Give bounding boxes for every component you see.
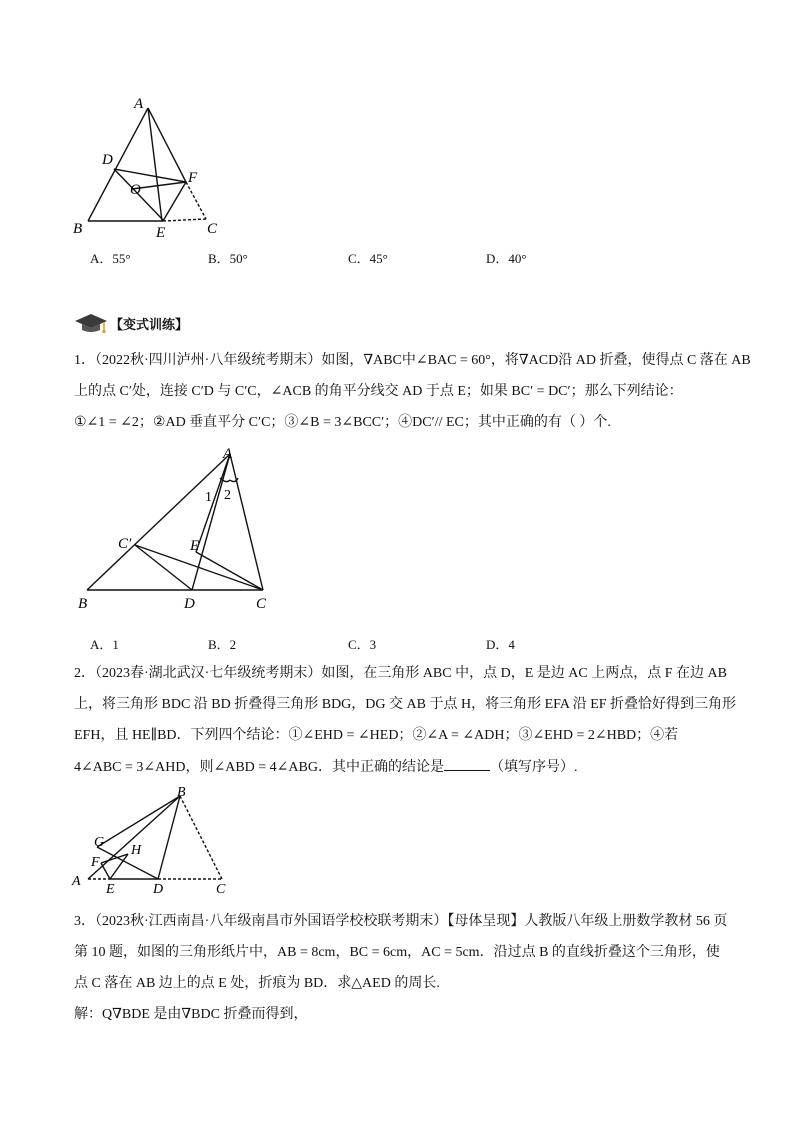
fig3-label-g: G xyxy=(94,835,105,850)
fig1-label-a: A xyxy=(134,96,144,112)
fig3-label-d: D xyxy=(153,882,164,896)
q2-line-1: 2．（2023春·湖北武汉·七年级统考期末）如图，在三角形 ABC 中，点 D，E 是边 AC 上两点，点 F 在边 AB xyxy=(74,666,727,681)
q3-line-3: 点 C 落在 AB 边上的点 E 处，折痕为 BD．求△AED 的周长. xyxy=(74,976,440,991)
fig2-label-b: B xyxy=(78,596,88,612)
fold-bg xyxy=(97,796,180,847)
q0-option-b: B．50° xyxy=(208,251,248,266)
q2-line-4-text: 4∠ABC = 3∠AHD，则∠ABD = 4∠ABG．其中正确的结论是 xyxy=(74,760,444,775)
figure-2 xyxy=(70,440,280,615)
q3-line-1: 3．（2023秋·江西南昌·八年级南昌市外国语学校校联考期末）【母体呈现】人教版八年级上册数学教材 56 页 xyxy=(74,914,728,929)
section-title: 【变式训练】 xyxy=(110,317,189,333)
line-ad xyxy=(192,454,230,590)
fig3-label-h: H xyxy=(131,843,142,858)
fig2-label-2: 2 xyxy=(224,488,231,503)
q1-option-a: A．1 xyxy=(90,637,119,652)
fig3-label-e: E xyxy=(106,882,115,896)
line-c-prime-d xyxy=(135,545,192,590)
q0-option-c: C．45° xyxy=(348,251,388,266)
q3-line-2: 第 10 题，如图的三角形纸片中，AB = 8cm，BC = 6cm，AC = 5cm．沿过点 B 的直线折叠这个三角形，使 xyxy=(74,945,720,960)
fig3-label-f: F xyxy=(91,855,100,870)
line-ef xyxy=(163,182,186,221)
side-ab xyxy=(87,454,230,590)
q2-line-3: EFH，且 HE∥BD．下列四个结论：①∠EHD = ∠HED；②∠A = ∠ADH；③∠EHD = 2∠HBD；④若 xyxy=(74,728,679,743)
figure-3 xyxy=(64,786,244,896)
fig1-label-o: O xyxy=(130,182,141,198)
q2-line-2: 上，将三角形 BDC 沿 BD 折叠得三角形 BDG，DG 交 AB 于点 H，将三角形 EFA 沿 EF 折叠恰好得到三角形 xyxy=(74,697,737,712)
q1-line-1: 1．（2022秋·四川泸州·八年级统考期末）如图，∇ABC中∠BAC = 60°，将∇ACD沿 AD 折叠，使得点 C 落在 AB xyxy=(74,353,751,368)
q0-option-d: D．40° xyxy=(486,251,527,266)
q2-line-4 xyxy=(74,758,577,777)
side-ac xyxy=(230,454,263,590)
fig1-label-c: C xyxy=(207,221,218,237)
fig2-label-a: A xyxy=(223,446,233,462)
line-ae xyxy=(148,108,162,221)
dash-ec xyxy=(163,219,206,221)
angle-arc-1 xyxy=(220,478,230,482)
figure-1 xyxy=(70,90,230,240)
graduation-cap-icon xyxy=(74,312,108,334)
fig3-label-b: B xyxy=(177,786,186,800)
section-header xyxy=(74,312,188,334)
fig2-label-e: E xyxy=(190,538,200,554)
q1-option-c: C．3 xyxy=(348,637,377,652)
line-fe xyxy=(101,863,110,879)
q0-option-a: A．55° xyxy=(90,251,131,266)
fig3-label-c: C xyxy=(216,882,226,896)
line-bd xyxy=(158,796,180,879)
q1-option-d: D．4 xyxy=(486,637,515,652)
side-ab xyxy=(88,108,148,221)
q1-option-b: B．2 xyxy=(208,637,237,652)
fig1-label-f: F xyxy=(188,170,198,186)
fig1-label-e: E xyxy=(156,225,166,240)
q1-line-2: 上的点 C′处，连接 C′D 与 C′C，∠ACB 的角平分线交 AD 于点 E；如果 BC′ = DC′；那么下列结论： xyxy=(74,384,683,399)
fig2-label-d: D xyxy=(184,596,195,612)
line-he xyxy=(110,854,128,879)
fig1-label-b: B xyxy=(73,221,83,237)
fig3-label-a: A xyxy=(72,874,81,889)
line-ec xyxy=(196,552,263,590)
q3-solution: 解：Q∇BDE 是由∇BDC 折叠而得到， xyxy=(74,1007,308,1022)
fig2-label-1: 1 xyxy=(205,490,212,505)
fig2-label-c-prime: C′ xyxy=(118,536,132,552)
dash-bc xyxy=(180,796,222,879)
dash-fc xyxy=(186,182,206,219)
fig1-label-d: D xyxy=(102,152,113,168)
answer-blank[interactable] xyxy=(444,758,490,771)
q2-line-4-suffix: （填写序号）. xyxy=(489,760,578,775)
bisector-ce xyxy=(196,454,230,552)
side-af xyxy=(148,108,186,182)
q1-line-3: ①∠1 = ∠2；②AD 垂直平分 C′C；③∠B = 3∠BCC′；④DC′// EC；其中正确的有（ ）个. xyxy=(74,415,611,430)
fig2-label-c: C xyxy=(256,596,267,612)
